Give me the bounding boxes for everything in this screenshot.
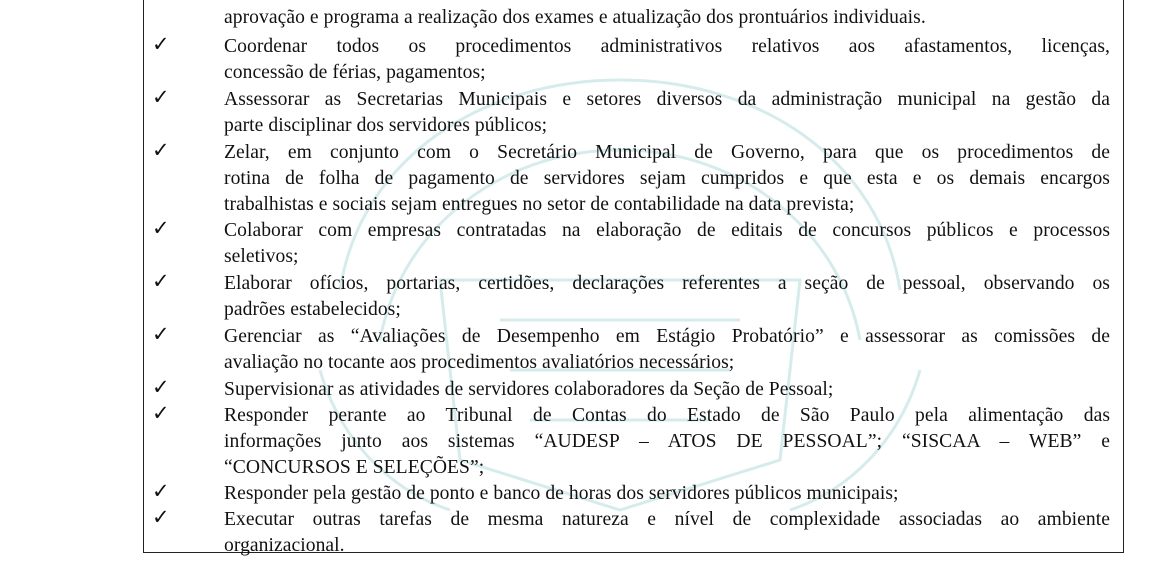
list-item-line: rotina de folha de pagamento de servidores sejam cumpridos e que esta e os demais encargos <box>224 168 1110 189</box>
checkmark-icon: ✓ <box>152 269 170 293</box>
checkmark-icon: ✓ <box>152 401 170 425</box>
list-item-line: “CONCURSOS E SELEÇÕES”; <box>224 457 485 478</box>
checkmark-icon: ✓ <box>152 32 170 56</box>
checkmark-icon: ✓ <box>152 505 170 529</box>
list-item-line: Executar outras tarefas de mesma natureza e nível de complexidade associadas ao ambiente <box>224 509 1110 530</box>
list-item-line: parte disciplinar dos servidores públicos; <box>224 115 548 136</box>
checkmark-icon: ✓ <box>152 375 170 399</box>
list-item-line: Colaborar com empresas contratadas na elaboração de editais de concursos públicos e processos <box>224 220 1110 241</box>
list-item-line: Gerenciar as “Avaliações de Desempenho em Estágio Probatório” e assessorar as comissões de <box>224 326 1110 347</box>
list-item-line: Responder pela gestão de ponto e banco de horas dos servidores públicos municipais; <box>224 483 899 504</box>
list-item-line: avaliação no tocante aos procedimentos avaliatórios necessários; <box>224 352 735 373</box>
list-item-line: Responder perante ao Tribunal de Contas do Estado de São Paulo pela alimentação das <box>224 405 1110 426</box>
checkmark-icon: ✓ <box>152 138 170 162</box>
list-item-line: Supervisionar as atividades de servidores colaboradores da Seção de Pessoal; <box>224 379 834 400</box>
list-item-line: concessão de férias, pagamentos; <box>224 62 486 83</box>
list-item-line: Zelar, em conjunto com o Secretário Municipal de Governo, para que os procedimentos de <box>224 142 1110 163</box>
list-item-line: organizacional. <box>224 535 345 556</box>
list-item-line: trabalhistas e sociais sejam entregues no setor de contabilidade na data prevista; <box>224 194 855 215</box>
continuation-line: aprovação e programa a realização dos exames e atualização dos prontuários individuais. <box>224 7 926 28</box>
list-item-line: seletivos; <box>224 246 299 267</box>
checkmark-icon: ✓ <box>152 322 170 346</box>
list-item-line: informações junto aos sistemas “AUDESP – ATOS DE PESSOAL”; “SISCAA – WEB” e <box>224 431 1110 452</box>
checkmark-icon: ✓ <box>152 216 170 240</box>
list-item-line: Assessorar as Secretarias Municipais e setores diversos da administração municipal na gestão da <box>224 89 1110 110</box>
list-item-line: Elaborar ofícios, portarias, certidões, declarações referentes a seção de pessoal, observando os <box>224 273 1110 294</box>
list-item-line: padrões estabelecidos; <box>224 299 401 320</box>
list-item-line: Coordenar todos os procedimentos administrativos relativos aos afastamentos, licenças, <box>224 36 1110 57</box>
checkmark-icon: ✓ <box>152 85 170 109</box>
checkmark-icon: ✓ <box>152 479 170 503</box>
